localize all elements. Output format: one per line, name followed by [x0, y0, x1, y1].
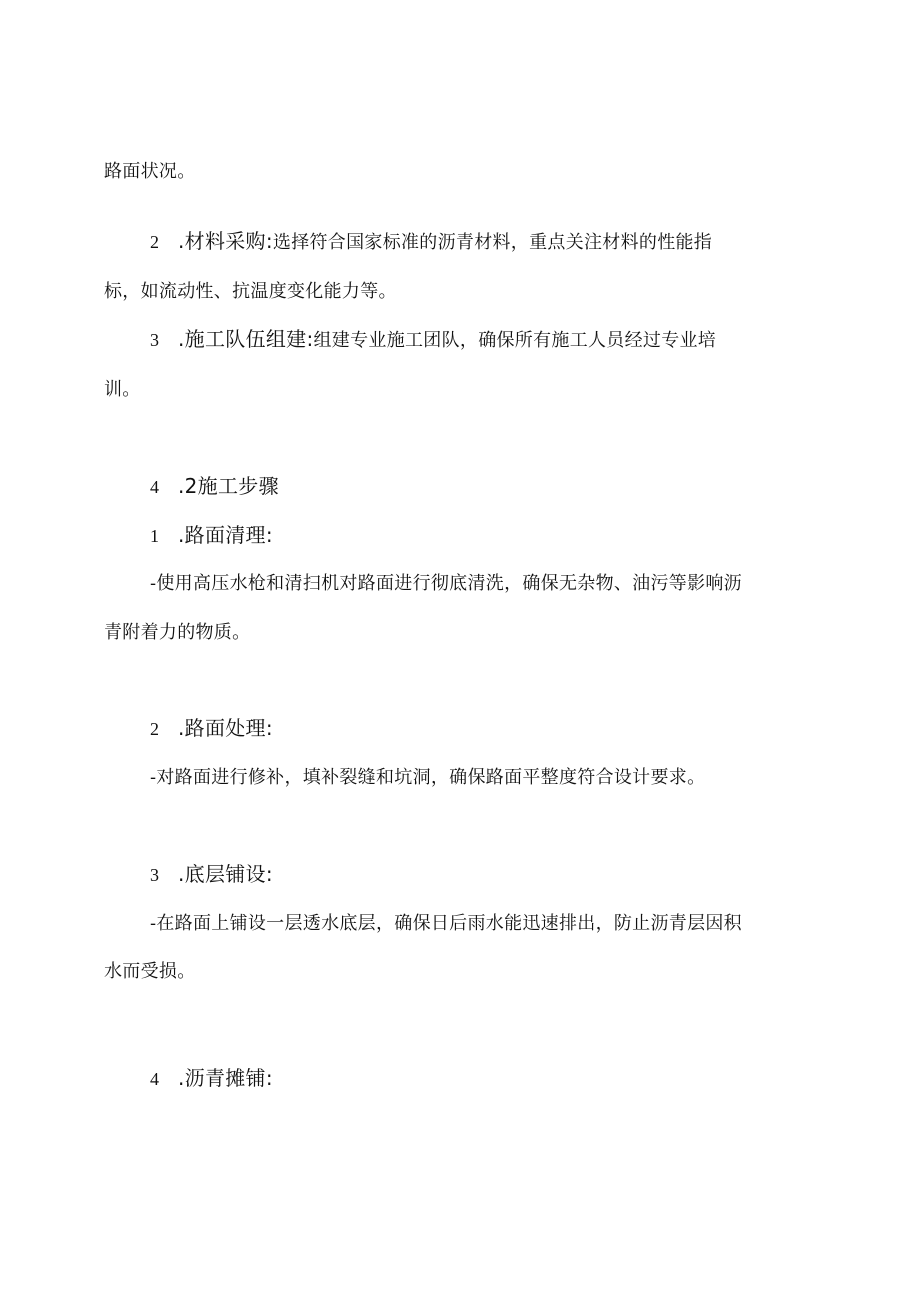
step-road-cleaning — [150, 523, 273, 549]
step-base-layer — [150, 862, 273, 888]
list-item-text: 选择符合国家标准的沥青材料，重点关注材料的性能指 — [272, 232, 713, 253]
paragraph-continuation: 路面状况。 — [104, 161, 196, 182]
step-text: -在路面上铺设一层透水底层，确保日后雨水能迅速排出，防止沥青层因积 — [150, 913, 742, 934]
step-number: 4 — [150, 1069, 160, 1089]
list-item-number: 3 — [150, 330, 160, 350]
step-title: .底层铺设: — [178, 862, 273, 886]
step-number: 2 — [150, 719, 160, 739]
step-number: 1 — [150, 526, 160, 546]
list-item-text-continuation: 训。 — [104, 379, 141, 400]
step-text-continuation: 青附着力的物质。 — [104, 622, 251, 643]
step-number: 3 — [150, 865, 160, 885]
step-text-continuation: 水而受损。 — [104, 961, 196, 982]
step-text: -对路面进行修补，填补裂缝和坑洞，确保路面平整度符合设计要求。 — [150, 767, 706, 788]
list-item-title: .施工队伍组建: — [178, 327, 314, 351]
step-title: .路面清理: — [178, 523, 273, 547]
list-item-team-formation — [150, 327, 716, 353]
list-item-number: 2 — [150, 232, 160, 252]
section-title: .2施工步骤 — [178, 474, 279, 498]
section-number: 4 — [150, 477, 160, 497]
step-title: .路面处理: — [178, 716, 273, 740]
list-item-title: .材料采购: — [178, 229, 273, 253]
list-item-text-continuation: 标，如流动性、抗温度变化能力等。 — [104, 281, 397, 302]
section-heading — [150, 474, 279, 500]
step-title: .沥青摊铺: — [178, 1066, 273, 1090]
step-road-treatment — [150, 716, 273, 742]
list-item-text: 组建专业施工团队，确保所有施工人员经过专业培 — [313, 330, 717, 351]
list-item-material-procurement — [150, 229, 712, 255]
step-asphalt-paving — [150, 1066, 273, 1092]
step-text: -使用高压水枪和清扫机对路面进行彻底清洗，确保无杂物、油污等影响沥 — [150, 573, 742, 594]
